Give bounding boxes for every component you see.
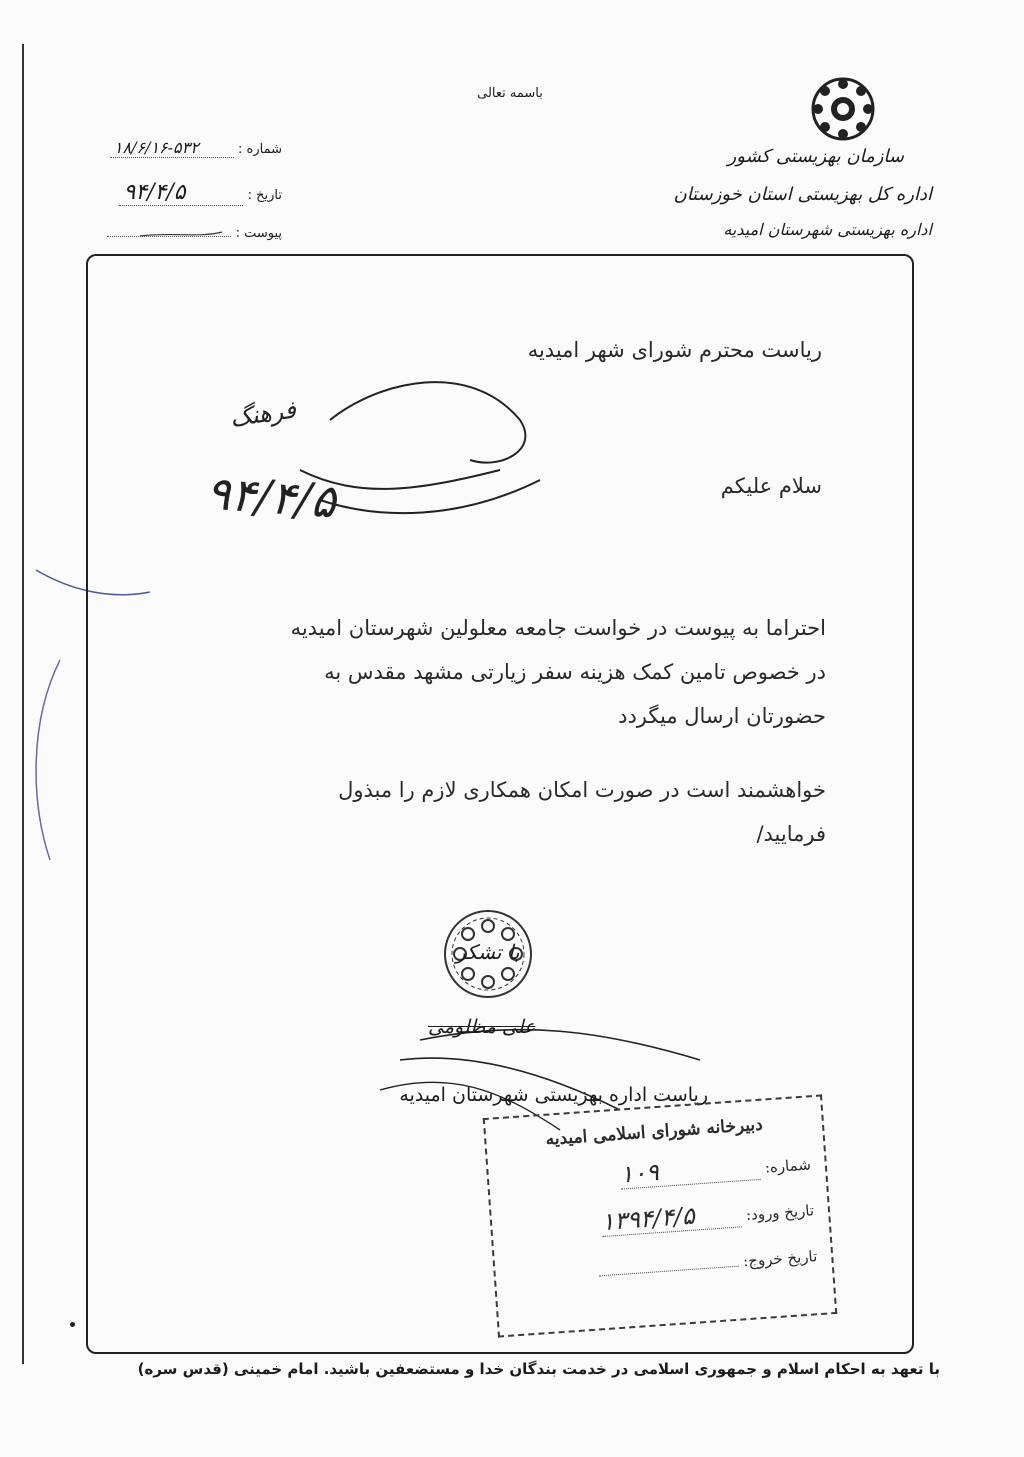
- handwritten-reference-number: ۹۴/۴/۵: [204, 465, 338, 529]
- letter-attachment-value: [107, 236, 231, 237]
- letter-paragraph-2: [338, 768, 826, 856]
- letter-attachment-label: پیوست :: [235, 226, 282, 241]
- letter-greeting: سلام علیکم: [720, 474, 822, 498]
- org-line-city: اداره بهزیستی شهرستان امیدیه: [723, 220, 932, 239]
- stamp-number-value: ۱۰۹: [619, 1151, 761, 1190]
- letter-number-value: ۱۸/۶/۱۶-۵۳۲: [110, 138, 234, 158]
- paragraph-1-line: در خصوص تامین کمک هزینه سفر زیارتی مشهد مقدس به: [324, 660, 826, 684]
- letter-addressee: ریاست محترم شورای شهر امیدیه: [527, 338, 822, 362]
- org-line-province: اداره کل بهزیستی استان خوزستان: [673, 184, 932, 205]
- stamp-entry-date-label: تاریخ ورود:: [745, 1201, 815, 1224]
- signer-name: علی مظلومی: [428, 1016, 536, 1038]
- incoming-registry-stamp: [483, 1094, 838, 1337]
- paragraph-1-line: حضورتان ارسال میگردد: [618, 704, 826, 728]
- stamp-title: دبیرخانه شورای اسلامی امیدیه: [544, 1114, 764, 1150]
- stamp-exit-date-value: [599, 1266, 739, 1277]
- invocation-text: باسمه تعالی: [477, 86, 543, 101]
- letter-paragraph-1: [291, 606, 826, 738]
- closing-thanks: با تشکر: [456, 940, 520, 964]
- stamp-number-label: شماره:: [764, 1155, 812, 1177]
- signer-title: ریاست اداره بهزیستی شهرستان امیدیه: [399, 1084, 708, 1106]
- letter-attachment-row: [92, 226, 282, 241]
- letter-date-label: تاریخ :: [247, 188, 282, 203]
- paragraph-1-line: احتراما به پیوست در خواست جامعه معلولین شهرستان امیدیه: [290, 616, 826, 640]
- letter-date-row: [92, 180, 282, 206]
- handwritten-note: فرهنگ: [228, 395, 298, 433]
- paragraph-2-line: فرمایید/: [756, 822, 826, 846]
- letter-date-value: ۹۴/۴/۵: [119, 180, 243, 206]
- stamp-entry-date-value: ۱۳۹۴/۴/۵: [600, 1198, 742, 1237]
- margin-dot: [70, 1322, 75, 1327]
- stamp-number-row: [619, 1147, 811, 1189]
- letter-number-row: [92, 138, 282, 158]
- letter-number-label: شماره :: [238, 142, 282, 157]
- org-line-national: سازمان بهزیستی کشور: [727, 146, 904, 167]
- stamp-exit-date-row: [598, 1247, 818, 1280]
- stamp-entry-date-row: [600, 1193, 814, 1237]
- welfare-organization-logo: [810, 76, 876, 142]
- stamp-exit-date-label: تاریخ خروج:: [742, 1247, 818, 1271]
- footer-motto: با تعهد به احکام اسلام و جمهوری اسلامی در خدمت بندگان خدا و مستضعفین باشید. امام خمینی (قدس سره): [137, 1360, 940, 1378]
- paragraph-2-line: خواهشمند است در صورت امکان همکاری لازم را مبذول: [338, 778, 826, 802]
